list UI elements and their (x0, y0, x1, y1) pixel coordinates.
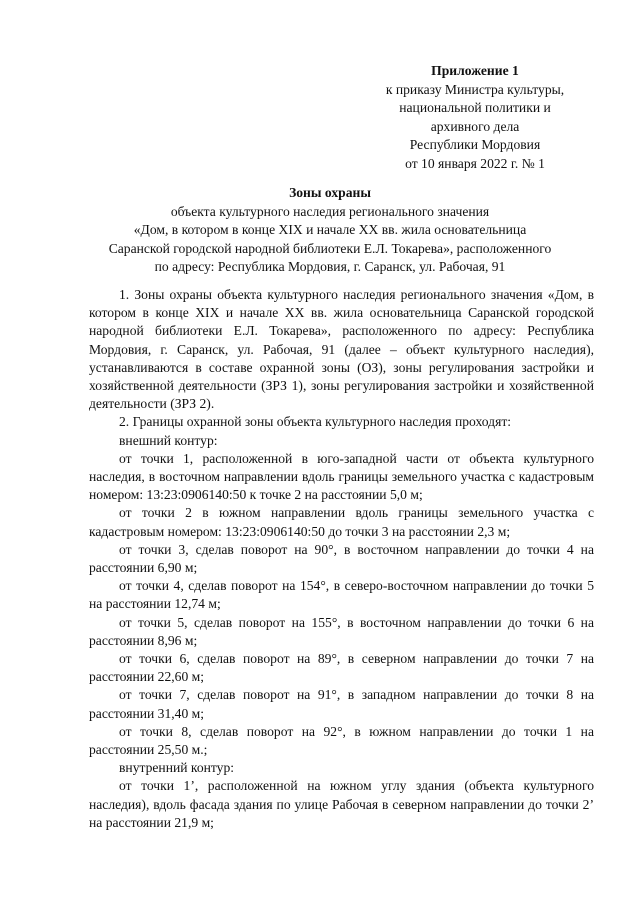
paragraph-point-7: от точки 7, сделав поворот на 91°, в западном направлении до точки 8 на расстоянии 31,40 м; (89, 687, 594, 721)
paragraph-point-6: от точки 6, сделав поворот на 89°, в северном направлении до точки 7 на расстоянии 22,60 м; (89, 651, 594, 685)
paragraph-outer-contour: внешний контур: (119, 432, 218, 448)
paragraph-inner-point-1: от точки 1’, расположенной на южном углу здания (объекта культурного наследия), вдоль фасада здания по улице Рабочая в северном направлении до точки 2’ на расстоянии 21,9 м; (89, 778, 594, 830)
appendix-line: архивного дела (430, 118, 520, 134)
appendix-line: к приказу Министра культуры, (385, 81, 565, 97)
paragraph-point-3: от точки 3, сделав поворот на 90°, в восточном направлении до точки 4 на расстоянии 6,90 м; (89, 541, 594, 576)
document-body (89, 286, 594, 832)
appendix-line: национальной политики и (399, 100, 551, 116)
appendix-block (360, 62, 590, 174)
appendix-line: Республики Мордовия (409, 137, 541, 153)
heading-line: Саранской городской народной библиотеки Е.Л. Токарева», расположенного (108, 240, 552, 256)
paragraph-inner-contour: внутренний контур: (119, 760, 235, 776)
paragraph-point-5: от точки 5, сделав поворот на 155°, в восточном направлении до точки 6 на расстоянии 8,96 м; (89, 614, 594, 648)
paragraph-point-1: от точки 1, расположенной в юго-западной части от объекта культурного наследия, в восточном направлении вдоль границы земельного участка с кадастровым номером: 13:23:0906140:50 к точке 2 на расстоянии 5,0 м; (89, 450, 594, 503)
paragraph-boundaries: 2. Границы охранной зоны объекта культурного наследия проходят: (119, 414, 512, 430)
paragraph-point-4: от точки 4, сделав поворот на 154°, в северо-восточном направлении до точки 5 на расстоянии 12,74 м; (89, 578, 594, 612)
heading-title: Зоны охраны (289, 185, 371, 200)
paragraph-point-2: от точки 2 в южном направлении вдоль границы земельного участка с кадастровым номером: 13:23:0906140:50 до точки 3 на расстоянии 2,3 м; (89, 505, 594, 539)
appendix-title: Приложение 1 (431, 63, 519, 78)
document-heading (60, 184, 600, 277)
heading-line: объекта культурного наследия регионального значения (170, 203, 490, 219)
paragraph-point-8: от точки 8, сделав поворот на 92°, в южном направлении до точки 1 на расстоянии 25,50 м.; (89, 723, 594, 758)
heading-line: «Дом, в котором в конце XIX и начале XX вв. жила основательница (133, 222, 527, 238)
appendix-line: от 10 января 2022 г. № 1 (405, 155, 545, 171)
heading-line: по адресу: Республика Мордовия, г. Саранск, ул. Рабочая, 91 (154, 259, 506, 275)
paragraph-zones: 1. Зоны охраны объекта культурного наследия регионального значения «Дом, в котором в конце XIX и начале XX вв. жила основательница Саранской городской народной библиотеки Е.Л. Токарева», расположенного по адресу: Республика Мордовия, г. Саранск, ул. Рабочая, 91 (далее – объект культурного наследия), устанавливаются в составе охранной зоны (ОЗ), зоны регулирования застройки и хозяйственной деятельности (ЗРЗ 1), зоны регулирования застройки и хозяйственной деятельности (ЗРЗ 2). (89, 287, 594, 412)
